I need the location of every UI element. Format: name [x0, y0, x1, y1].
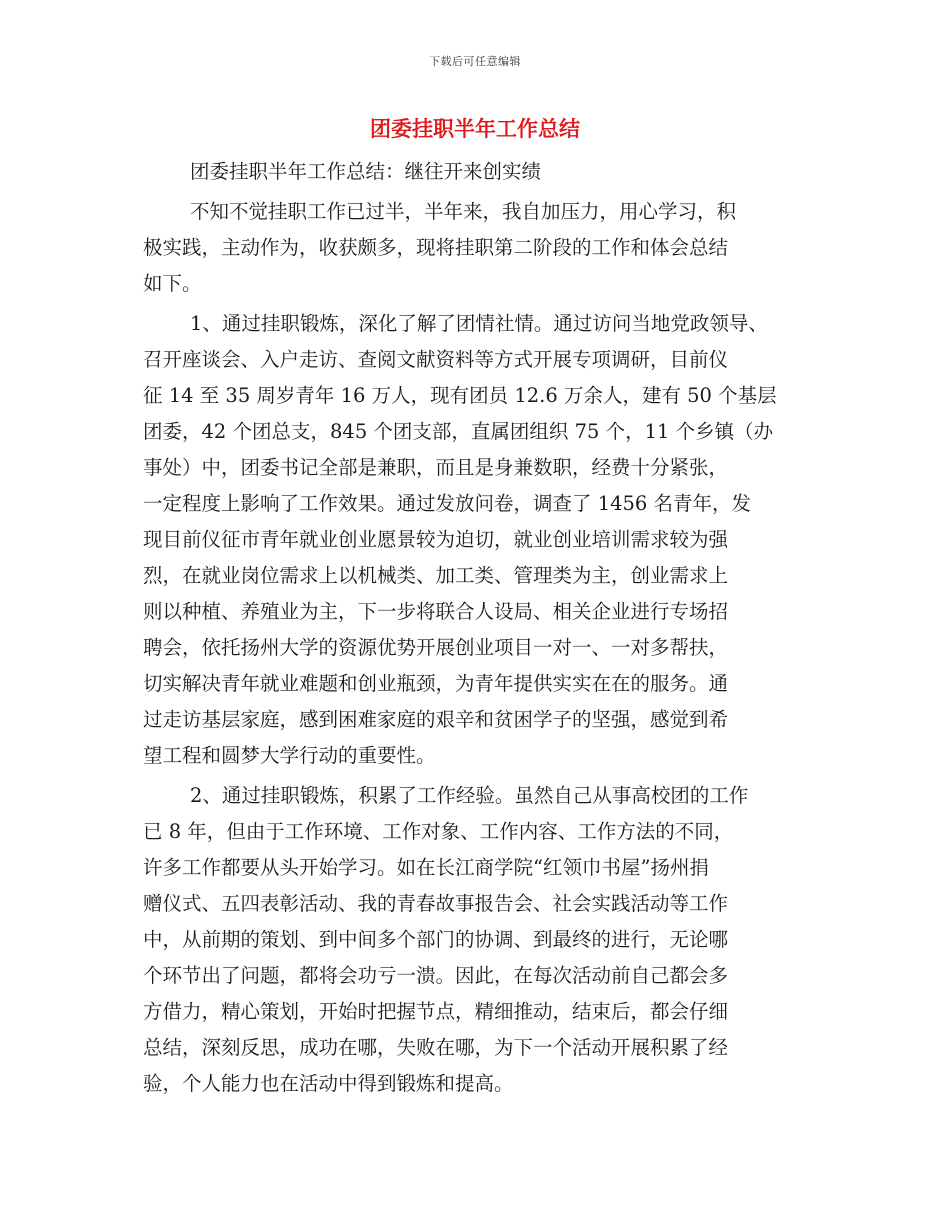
text-line: 召开座谈会、入户走访、查阅文献资料等方式开展专项调研，目前仪	[143, 348, 729, 371]
text-line: 一定程度上影响了工作效果。通过发放问卷，调查了 1456 名青年，发	[143, 492, 752, 515]
text-line: 不知不觉挂职工作已过半，半年来，我自加压力，用心学习，积	[190, 200, 737, 223]
text-line: 现目前仪征市青年就业创业愿景较为迫切，就业创业培训需求较为强	[143, 528, 729, 551]
text-line: 赠仪式、五四表彰活动、我的青春故事报告会、社会实践活动等工作	[143, 892, 729, 915]
text-line: 方借力，精心策划，开始时把握节点，精细推动，结束后，都会仔细	[143, 1000, 729, 1023]
text-line: 征 14 至 35 周岁青年 16 万人，现有团员 12.6 万余人，建有 50 个基层	[143, 384, 777, 407]
text-line: 事处）中，团委书记全部是兼职，而且是身兼数职，经费十分紧张，	[143, 456, 729, 479]
page-header: 下载后可任意编辑	[429, 55, 521, 68]
text-line: 极实践，主动作为，收获颇多，现将挂职第二阶段的工作和体会总结	[143, 236, 729, 259]
text-line: 中，从前期的策划、到中间多个部门的协调、到最终的进行，无论哪	[143, 928, 729, 951]
text-line: 团委，42 个团总支，845 个团支部，直属团组织 75 个，11 个乡镇（办	[143, 420, 774, 443]
text-line: 验，个人能力也在活动中得到锻炼和提高。	[143, 1072, 514, 1095]
text-line: 烈，在就业岗位需求上以机械类、加工类、管理类为主，创业需求上	[143, 564, 729, 587]
text-line: 2、通过挂职锻炼，积累了工作经验。虽然自己从事高校团的工作	[190, 784, 749, 807]
document-title: 团委挂职半年工作总结	[370, 117, 580, 141]
text-line: 个环节出了问题，都将会功亏一溃。因此，在每次活动前自己都会多	[143, 964, 729, 987]
subtitle-line: 团委挂职半年工作总结：继往开来创实绩	[190, 160, 542, 183]
text-line: 如下。	[143, 272, 202, 295]
text-line: 聘会，依托扬州大学的资源优势开展创业项目一对一、一对多帮扶，	[143, 636, 729, 659]
text-line: 望工程和圆梦大学行动的重要性。	[143, 744, 436, 767]
text-line: 切实解决青年就业难题和创业瓶颈，为青年提供实实在在的服务。通	[143, 672, 729, 695]
text-line: 则以种植、养殖业为主，下一步将联合人设局、相关企业进行专场招	[143, 600, 729, 623]
text-line: 过走访基层家庭，感到困难家庭的艰辛和贫困学子的坚强，感觉到希	[143, 708, 729, 731]
text-line: 许多工作都要从头开始学习。如在长江商学院“红领巾书屋”扬州捐	[143, 856, 709, 879]
text-line: 已 8 年，但由于工作环境、工作对象、工作内容、工作方法的不同，	[143, 820, 734, 843]
text-line: 总结，深刻反思，成功在哪，失败在哪，为下一个活动开展积累了经	[143, 1036, 729, 1059]
text-line: 1、通过挂职锻炼，深化了解了团情社情。通过访问当地党政领导、	[190, 312, 768, 335]
